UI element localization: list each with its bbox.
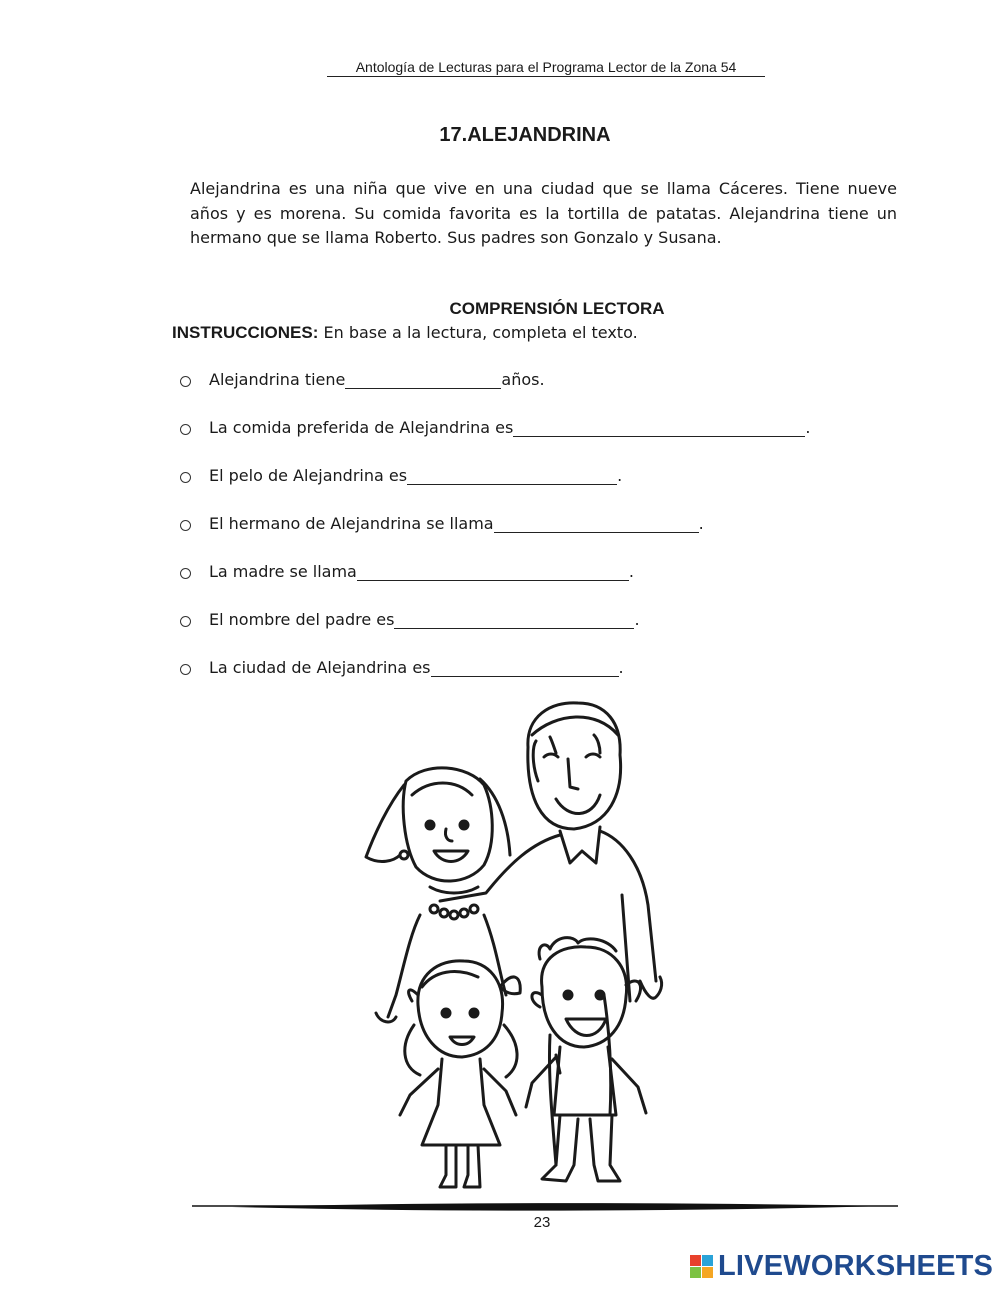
item-text: Alejandrina tiene xyxy=(209,370,346,389)
list-item xyxy=(178,466,810,514)
bullet-icon xyxy=(180,520,191,531)
father-figure xyxy=(440,703,662,1165)
list-item xyxy=(178,418,810,466)
item-suffix: años. xyxy=(501,370,545,389)
item-text: La madre se llama xyxy=(209,562,357,581)
bullet-icon xyxy=(180,568,191,579)
bullet-icon xyxy=(180,616,191,627)
item-text: El pelo de Alejandrina es xyxy=(209,466,408,485)
section-title: COMPRENSIÓN LECTORA xyxy=(449,299,665,318)
instructions-text: En base a la lectura, completa el texto. xyxy=(318,323,638,342)
footer-rule xyxy=(192,1198,900,1212)
answer-blank[interactable] xyxy=(357,562,629,581)
item-suffix: . xyxy=(617,466,623,485)
bullet-icon xyxy=(180,472,191,483)
answer-blank[interactable] xyxy=(494,514,699,533)
mother-figure xyxy=(366,768,510,1022)
item-suffix: . xyxy=(698,514,704,533)
item-text: La ciudad de Alejandrina es xyxy=(209,658,431,677)
answer-blank[interactable] xyxy=(513,418,805,437)
item-text: La comida preferida de Alejandrina es xyxy=(209,418,514,437)
page-title: 17.ALEJANDRINA xyxy=(439,124,611,146)
liveworksheets-brand xyxy=(690,1250,993,1283)
list-item xyxy=(178,514,810,562)
item-text: El hermano de Alejandrina se llama xyxy=(209,514,494,533)
page-number: 23 xyxy=(533,1214,551,1231)
item-suffix: . xyxy=(628,562,634,581)
document-header: Antología de Lecturas para el Programa Lector de la Zona 54 xyxy=(327,59,765,77)
brand-logo-icon xyxy=(690,1255,713,1278)
answer-blank[interactable] xyxy=(407,466,617,485)
item-text: El nombre del padre es xyxy=(209,610,395,629)
bullet-icon xyxy=(180,664,191,675)
instructions xyxy=(172,323,638,343)
bullet-icon xyxy=(180,424,191,435)
bullet-icon xyxy=(180,376,191,387)
item-suffix: . xyxy=(618,658,624,677)
brand-name: LIVEWORKSHEETS xyxy=(718,1250,994,1282)
answer-blank[interactable] xyxy=(431,658,619,677)
family-illustration xyxy=(360,695,680,1200)
list-item xyxy=(178,370,810,418)
girl-figure xyxy=(400,961,520,1187)
list-item xyxy=(178,610,810,658)
reading-passage: Alejandrina es una niña que vive en una ciudad que se llama Cáceres. Tiene nueve años y es morena. Su comida favorita es la tortilla de patatas. Alejandrina tiene un hermano que se llama Roberto. Sus padres son Gonzalo y Susana. xyxy=(190,179,897,247)
item-suffix: . xyxy=(634,610,640,629)
fill-in-list xyxy=(178,370,810,706)
list-item xyxy=(178,562,810,610)
answer-blank[interactable] xyxy=(345,370,501,389)
answer-blank[interactable] xyxy=(394,610,634,629)
item-suffix: . xyxy=(805,418,811,437)
instructions-label: INSTRUCCIONES: xyxy=(172,323,319,342)
